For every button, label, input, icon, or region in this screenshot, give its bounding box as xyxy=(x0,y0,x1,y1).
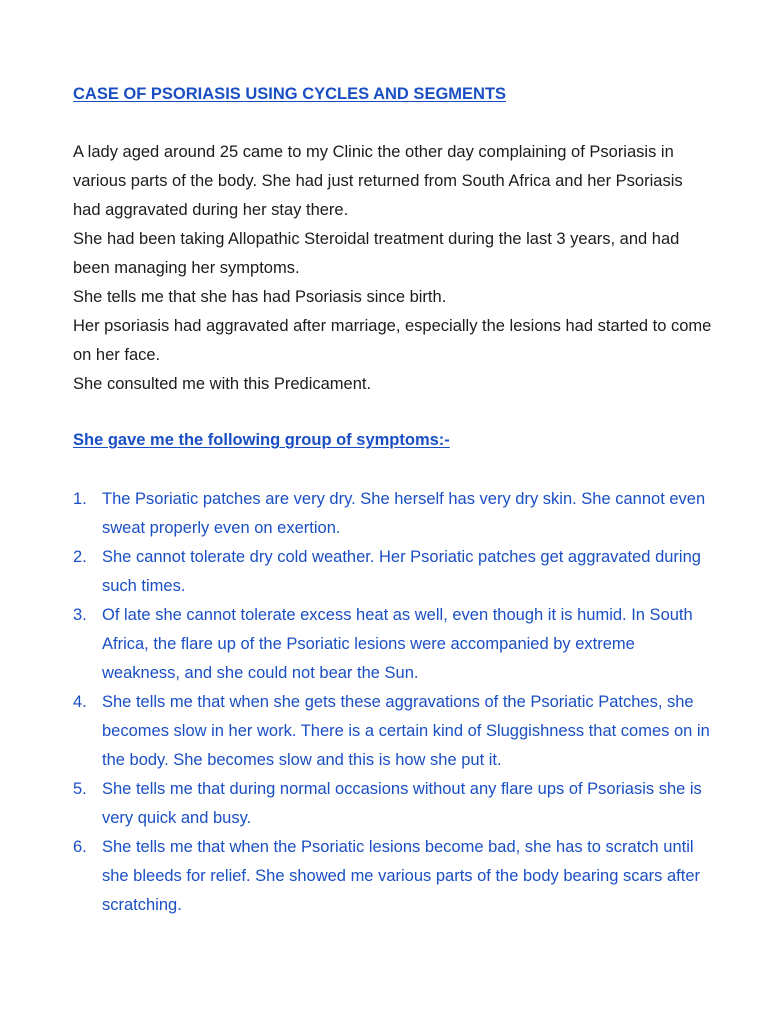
document-page xyxy=(73,82,713,920)
intro-paragraph: A lady aged around 25 came to my Clinic the other day complaining of Psoriasis in various parts of the body. She had just returned from South Africa and her Psoriasis had aggravated during her stay there. xyxy=(73,143,683,219)
list-item xyxy=(73,601,713,688)
symptoms-list xyxy=(73,485,713,920)
list-item-number: 1. xyxy=(73,490,87,508)
list-item-number: 5. xyxy=(73,780,87,798)
intro-paragraphs xyxy=(73,138,713,399)
list-item-text: The Psoriatic patches are very dry. She herself has very dry skin. She cannot even sweat properly even on exertion. xyxy=(102,490,706,537)
document-title: CASE OF PSORIASIS USING CYCLES AND SEGMENTS xyxy=(73,85,507,103)
list-item-number: 6. xyxy=(73,838,87,856)
list-item-number: 4. xyxy=(73,693,87,711)
intro-paragraph: She consulted me with this Predicament. xyxy=(73,375,372,393)
list-item-text: Of late she cannot tolerate excess heat as well, even though it is humid. In South Africa, the flare up of the Psoriatic lesions were accompanied by extreme weakness, and she could not bear the Sun. xyxy=(102,606,693,682)
list-item-number: 2. xyxy=(73,548,87,566)
list-item-text: She tells me that when she gets these aggravations of the Psoriatic Patches, she becomes slow in her work. There is a certain kind of Sluggishness that comes on in the body. She becomes slow and this is how she put it. xyxy=(102,693,710,769)
list-item xyxy=(73,543,713,601)
list-item xyxy=(73,775,713,833)
list-item xyxy=(73,485,713,543)
list-item-number: 3. xyxy=(73,606,87,624)
intro-paragraph: She tells me that she has had Psoriasis since birth. xyxy=(73,288,447,306)
list-item xyxy=(73,833,713,920)
intro-paragraph: She had been taking Allopathic Steroidal treatment during the last 3 years, and had been managing her symptoms. xyxy=(73,230,680,277)
list-item xyxy=(73,688,713,775)
list-item-text: She tells me that when the Psoriatic lesions become bad, she has to scratch until she bleeds for relief. She showed me various parts of the body bearing scars after scratching. xyxy=(102,838,700,914)
list-item-text: She tells me that during normal occasions without any flare ups of Psoriasis she is very quick and busy. xyxy=(102,780,702,827)
list-item-text: She cannot tolerate dry cold weather. Her Psoriatic patches get aggravated during such times. xyxy=(102,548,701,595)
intro-paragraph: Her psoriasis had aggravated after marriage, especially the lesions had started to come on her face. xyxy=(73,317,712,364)
symptoms-heading: She gave me the following group of symptoms:- xyxy=(73,431,450,449)
